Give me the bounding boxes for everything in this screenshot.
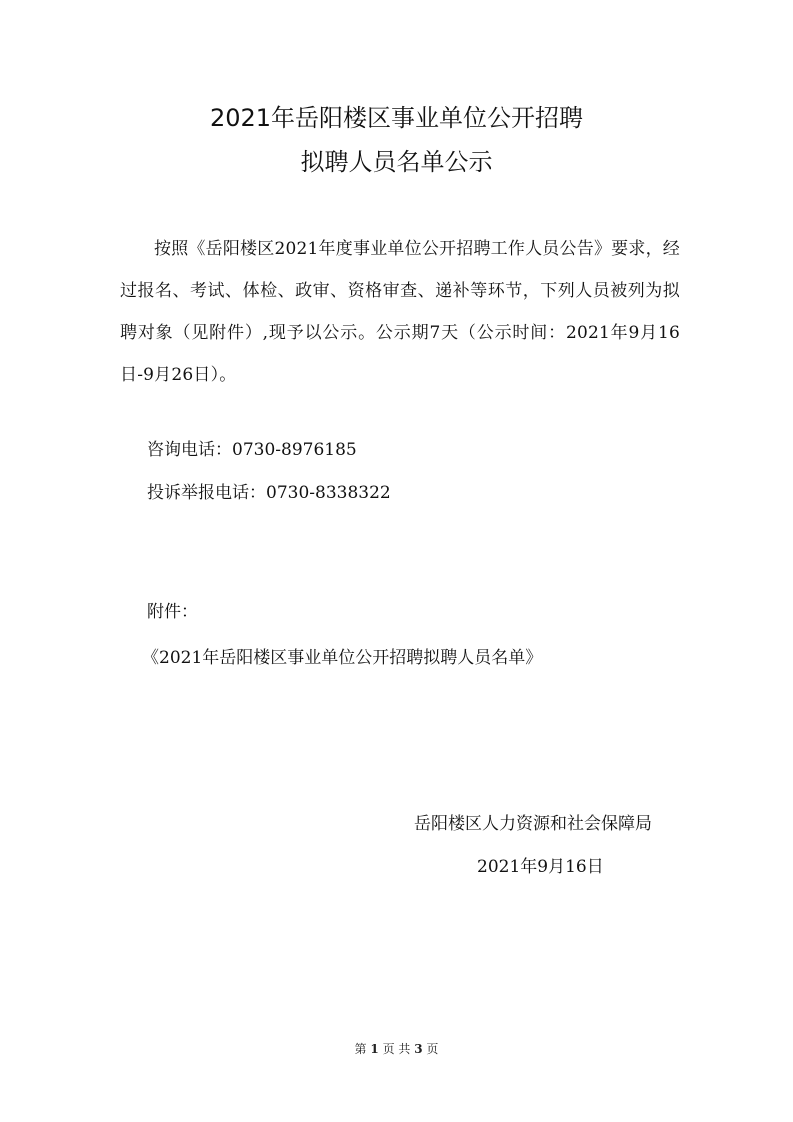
- issue-date: 2021年9月16日: [477, 857, 604, 877]
- footer-prefix: 第: [354, 1042, 367, 1056]
- document-title-line-2: 拟聘人员名单公示: [300, 148, 493, 176]
- footer-page-number: 1: [370, 1042, 379, 1056]
- footer-middle: 页 共: [382, 1042, 411, 1056]
- report-phone: 投诉举报电话：0730-8338322: [147, 483, 391, 503]
- footer-total-pages: 3: [414, 1042, 423, 1056]
- attachment-name: 《2021年岳阳楼区事业单位公开招聘拟聘人员名单》: [142, 648, 543, 668]
- footer-suffix: 页: [426, 1042, 439, 1056]
- announcement-paragraph: 按照《岳阳楼区2021年度事业单位公开招聘工作人员公告》要求，经过报名、考试、体检、政审、资格审查、递补等环节，下列人员被列为拟聘对象（见附件）,现予以公示。公示期7天（公示时间：2021年9月16日-9月26日）。: [120, 239, 680, 385]
- issuing-organization: 岳阳楼区人力资源和社会保障局: [414, 814, 652, 834]
- attachment-label: 附件：: [147, 602, 198, 622]
- page-footer: [0, 1041, 793, 1057]
- consult-phone: 咨询电话：0730-8976185: [147, 440, 357, 460]
- document-title-line-1: 2021年岳阳楼区事业单位公开招聘: [209, 104, 584, 132]
